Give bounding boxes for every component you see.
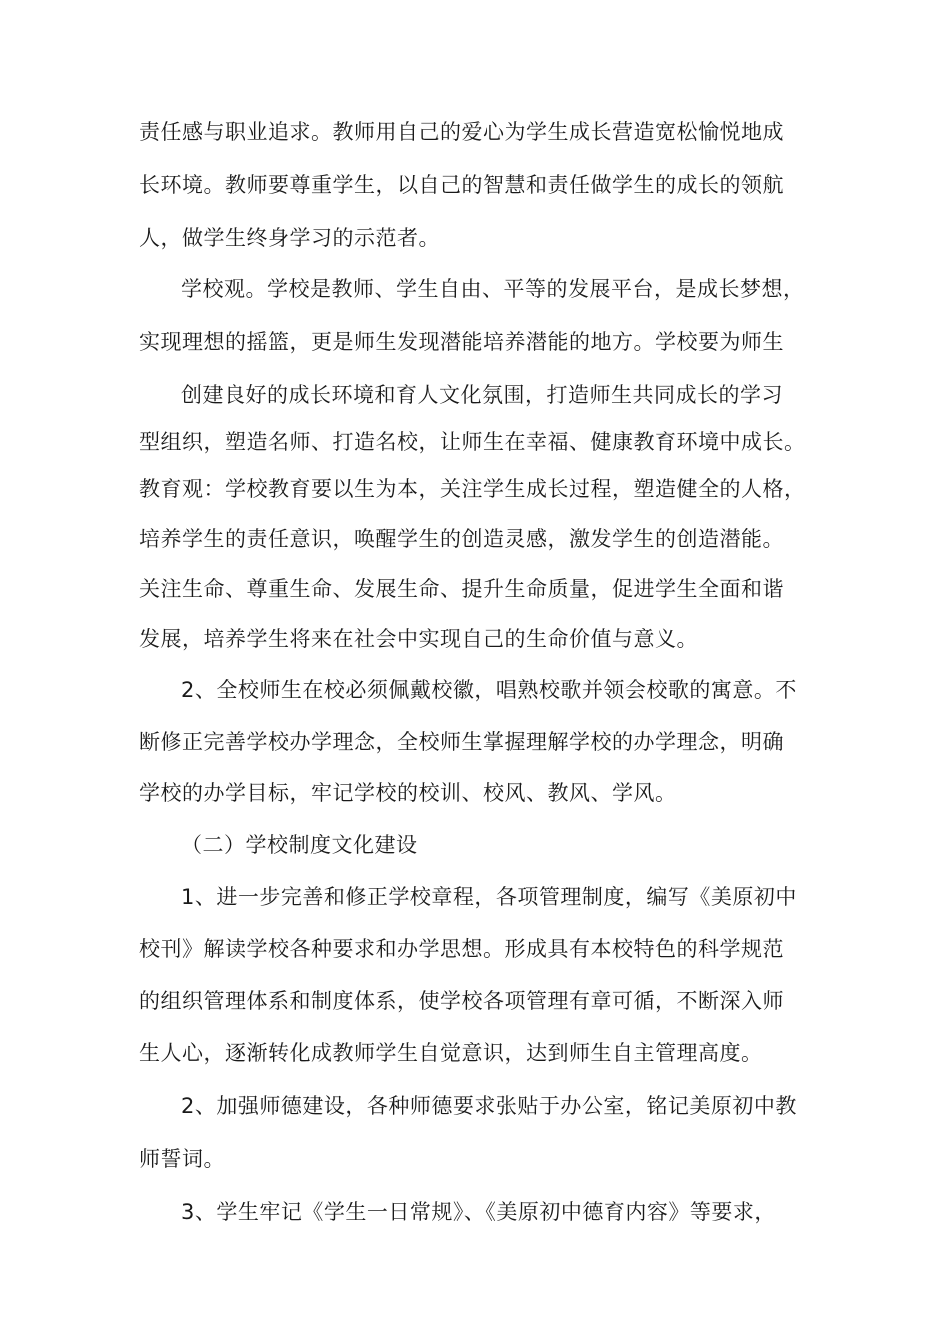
paragraph-line: 的组织管理体系和制度体系，使学校各项管理有章可循，不断深入师 [139,989,784,1013]
paragraph-line: 关注生命、尊重生命、发展生命、提升生命质量，促进学生全面和谐 [139,577,784,601]
paragraph-line: 2、全校师生在校必须佩戴校徽，唱熟校歌并领会校歌的寓意。不 [181,678,797,702]
paragraph-line: 1、进一步完善和修正学校章程，各项管理制度，编写《美原初中 [181,885,797,909]
paragraph-line: 学校观。学校是教师、学生自由、平等的发展平台，是成长梦想， [181,277,805,301]
paragraph-line: 发展，培养学生将来在社会中实现自己的生命价值与意义。 [139,627,698,651]
paragraph-line: 2、加强师德建设，各种师德要求张贴于办公室，铭记美原初中教 [181,1094,797,1118]
paragraph-line: 校刊》解读学校各种要求和办学思想。形成具有本校特色的科学规范 [139,937,784,961]
paragraph-line: 创建良好的成长环境和育人文化氛围，打造师生共同成长的学习 [181,383,783,407]
paragraph-line: 责任感与职业追求。教师用自己的爱心为学生成长营造宽松愉悦地成 [139,120,784,144]
paragraph-line: 人，做学生终身学习的示范者。 [139,226,440,250]
paragraph-line: 断修正完善学校办学理念，全校师生掌握理解学校的办学理念，明确 [139,730,784,754]
paragraph-line: 型组织，塑造名师、打造名校，让师生在幸福、健康教育环境中成长。 [139,430,806,454]
paragraph-line: 生人心，逐渐转化成教师学生自觉意识，达到师生自主管理高度。 [139,1041,763,1065]
paragraph-line: 学校的办学目标，牢记学校的校训、校风、教风、学风。 [139,781,677,805]
paragraph-line: 培养学生的责任意识，唤醒学生的创造灵感，激发学生的创造潜能。 [139,527,784,551]
paragraph-line: 3、学生牢记《学生一日常规》、《美原初中德育内容》等要求， [181,1200,776,1224]
paragraph-line: 长环境。教师要尊重学生，以自己的智慧和责任做学生的成长的领航 [139,173,784,197]
section-heading: （二）学校制度文化建设 [181,833,418,857]
paragraph-line: 师誓词。 [139,1147,225,1171]
paragraph-line: 实现理想的摇篮，更是师生发现潜能培养潜能的地方。学校要为师生 [139,330,784,354]
paragraph-line: 教育观：学校教育要以生为本，关注学生成长过程，塑造健全的人格， [139,477,806,501]
